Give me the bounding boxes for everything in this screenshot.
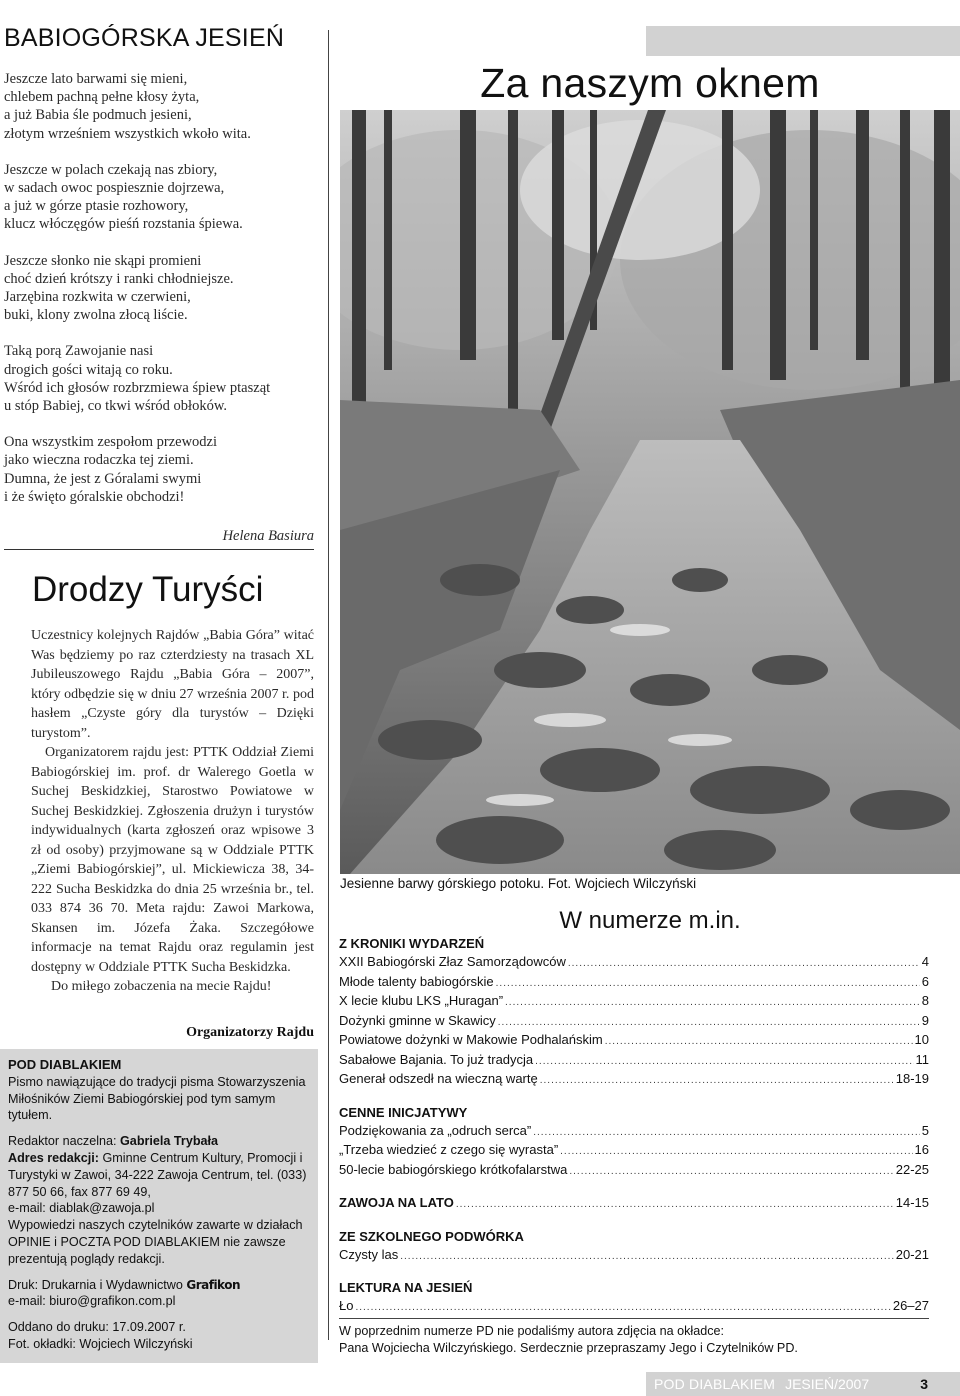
toc-entry[interactable] [339, 1122, 929, 1142]
imprint-editor [8, 1133, 310, 1150]
toc-section-heading: CENNE INICJATYWY [339, 1104, 468, 1120]
poem-author: Helena Basiura [222, 528, 314, 544]
article-body [31, 626, 314, 997]
correction-line: W poprzednim numerze PD nie podaliśmy autora zdjęcia na okładce: [339, 1324, 725, 1338]
poem-line: drogich gości witają co roku. [4, 361, 173, 378]
leader-dots [535, 1053, 913, 1071]
address-text: Gminne Centrum Kultury, Promocji i Turystyki w Zawoi, 34-222 Zawoja Centrum, tel. (033) 877 50 66, fax 877 69 49, [8, 1150, 307, 1199]
divider [339, 1318, 929, 1319]
printer-email: e-mail: biuro@grafikon.com.pl [8, 1294, 176, 1309]
article-title: Drodzy Turyści [32, 570, 264, 609]
poem-line: buki, klony zwolna złocą liście. [4, 307, 188, 324]
toc-entry-title: Generał odszedł na wieczną wartę [339, 1071, 538, 1086]
article-paragraph: Uczestnicy kolejnych Rajdów „Babia Góra” witać Was będziemy po raz czterdziesty na trasach XL Jubileuszowego Rajdu „Babia Góra – 2007”, który odbędzie się w dniu 27 września 2007 r. pod hasłem „Czyste góry dla turystów – Dzięki turystom”. [31, 628, 314, 741]
leader-dots [605, 1033, 913, 1051]
toc-entry-page: 4 [921, 954, 929, 969]
forest-stream-photo [340, 110, 960, 874]
toc-entry-title: Młode talenty babiogórskie [339, 973, 494, 989]
toc-entry[interactable] [339, 1031, 929, 1051]
imprint-printer [8, 1277, 310, 1294]
toc-entry-title: Podziękowania za „odruch serca” [339, 1122, 532, 1138]
poem-stanza [4, 252, 314, 325]
toc-entry[interactable] [339, 1246, 929, 1266]
correction-line: Pana Wojciecha Wilczyńskiego. Serdecznie przepraszamy Jego i Czytelników PD. [339, 1340, 798, 1355]
toc-entry-page: 11 [915, 1051, 929, 1067]
section-title: Za naszym oknem [480, 60, 820, 106]
imprint-heading: POD DIABLAKIEM [8, 1057, 122, 1072]
toc-entry-title: ZAWOJA NA LATO [339, 1195, 454, 1210]
poem-stanza [4, 70, 314, 143]
leader-dots [505, 994, 920, 1012]
poem-line: Ona wszystkim zespołom przewodzi [4, 434, 218, 451]
toc-entry[interactable] [339, 992, 929, 1012]
leader-dots [533, 1124, 920, 1142]
footer-issue: JESIEŃ/2007 [785, 1376, 870, 1392]
cover-photo-credit: Fot. okładki: Wojciech Wilczyński [8, 1336, 193, 1351]
table-of-contents [339, 935, 929, 1331]
leader-dots [400, 1248, 894, 1266]
poem-stanza [4, 342, 314, 415]
toc-entry-page: 5 [921, 1122, 929, 1138]
leader-dots [456, 1196, 894, 1214]
poem-line: klucz włóczęgów pieśń rozstania śpiewa. [4, 216, 243, 233]
poem-line: a już w górze ptasie rozhowory, [4, 198, 189, 215]
editor-name: Gabriela Trybała [120, 1134, 219, 1149]
toc-entry-page: 18-19 [895, 1071, 929, 1086]
toc-entry[interactable] [339, 973, 929, 993]
toc-entry[interactable] [339, 1141, 929, 1161]
toc-entry-page: 26–27 [892, 1298, 929, 1313]
correction-note [339, 1323, 949, 1356]
footer-magazine: POD DIABLAKIEM [654, 1376, 776, 1392]
toc-entry-title: Sabałowe Bajania. To już tradycja [339, 1051, 534, 1067]
imprint-email: e-mail: diablak@zawoja.pl [8, 1201, 155, 1216]
poem-line: Dumna, że jest z Góralami swymi [4, 470, 202, 487]
toc-section [339, 1194, 929, 1214]
article-paragraph: Organizatorem rajdu jest: PTTK Oddział Ziemi Babiogórskiej im. prof. dr Walerego Goetla w Suchej Beskidzkiej, Starostwo Powiatowe w Suchej Beskidzkiej. Zgłoszenia drużyn i turystów indywidualnych (karta zgłoszeń oraz wpisowe 3 zł od osoby) przyjmowane są w Oddziale PTTK „Ziemi Babiogórskiej”, ul. Mickiewicza 38, 34-222 Sucha Beskidzka do dnia 25 września br., tel. 033 874 36 70. Meta rajdu: Zawoi Markowa, Skansen im. Józefa Żaka. Szczegółowe informacje na temat Rajdu oraz regulamin jest dostępny w Oddziale PTTK Sucha Beskidzka. [31, 745, 314, 975]
poem-line: choć dzień krótszy i ranki chłodniejsze. [4, 270, 234, 287]
poem-line: Jarzębina rozkwita w czerwieni, [4, 289, 191, 306]
toc-section [339, 1279, 929, 1317]
imprint-description: Pismo nawiązujące do tradycji pisma Stowarzyszenia Miłośników Ziemi Babiogórskiej pod tym samym tytułem. [8, 1074, 306, 1123]
header-band [646, 26, 960, 56]
leader-dots [355, 1299, 890, 1317]
grafikon-logo: Grafikon [186, 1277, 241, 1292]
poem-line: u stóp Babiej, co tkwi wśród obłoków. [4, 398, 227, 415]
poem-line: Jeszcze słonko nie skąpi promieni [4, 252, 202, 269]
toc-entry-title: XXII Babiogórski Złaz Samorządowców [339, 954, 566, 969]
toc-entry-page: 6 [921, 973, 929, 989]
divider [4, 549, 314, 550]
photo-caption: Jesienne barwy górskiego potoku. Fot. Wojciech Wilczyński [340, 876, 697, 891]
poem-stanza [4, 433, 314, 506]
toc-entry-title: 50-lecie babiogórskiego krótkofalarstwa [339, 1161, 568, 1177]
leader-dots [569, 1163, 893, 1181]
editor-label: Redaktor naczelna: [8, 1134, 117, 1149]
leader-dots [496, 975, 920, 993]
page-footer [646, 1372, 960, 1396]
toc-section-heading: ZE SZKOLNEGO PODWÓRKA [339, 1228, 524, 1244]
poem-line: Jeszcze w polach czekają nas zbiory, [4, 161, 218, 178]
toc-entry-page: 22-25 [895, 1161, 929, 1177]
page-number: 3 [920, 1376, 928, 1392]
poem-line: a już Babia śle podmuch jesieni, [4, 107, 192, 124]
toc-entry-title: X lecie klubu LKS „Huragan” [339, 993, 504, 1008]
poem-line: Jeszcze lato barwami się mieni, [4, 71, 188, 87]
leader-dots [498, 1014, 920, 1032]
poem-title: BABIOGÓRSKA JESIEŃ [4, 24, 285, 52]
toc-entry-title: „Trzeba wiedzieć z czego się wyrasta” [339, 1142, 559, 1157]
poem-line: w sadach owoc pospiesznie dojrzewa, [4, 180, 225, 197]
imprint-box [0, 1049, 318, 1363]
poem-line: złotym wrześniem wszystkich wkoło wita. [4, 125, 251, 142]
poem-line: i że święto góralskie obchodzi! [4, 488, 185, 505]
toc-entry-page: 8 [921, 993, 929, 1008]
column-divider [328, 30, 329, 1340]
leader-dots [560, 1143, 912, 1161]
toc-entry[interactable] [339, 1194, 929, 1214]
poem-line: jako wieczna rodaczka tej ziemi. [4, 452, 194, 469]
leader-dots [568, 955, 920, 973]
toc-section-heading: LEKTURA NA JESIEŃ [339, 1280, 473, 1295]
toc-entry[interactable] [339, 1161, 929, 1181]
toc-entry-page: 20-21 [895, 1246, 929, 1262]
article-paragraph: Do miłego zobaczenia na mecie Rajdu! [51, 979, 272, 994]
toc-entry[interactable] [339, 1070, 929, 1090]
toc-entry[interactable] [339, 1012, 929, 1032]
toc-section [339, 935, 929, 1090]
toc-section-heading: Z KRONIKI WYDARZEŃ [339, 936, 485, 951]
toc-title: W numerze m.in. [559, 907, 741, 934]
poem-line: Wśród ich głosów rozbrzmiewa śpiew ptasząt [4, 379, 271, 396]
toc-entry[interactable] [339, 953, 929, 973]
toc-entry[interactable] [339, 1051, 929, 1071]
toc-entry-page: 9 [921, 1012, 929, 1028]
poem-line: chlebem pachną pełne kłosy żyta, [4, 89, 200, 106]
toc-section [339, 1228, 929, 1266]
imprint-disclaimer: Wypowiedzi naszych czytelników zawarte w działach OPINIE i POCZTA POD DIABLAKIEM nie zawsze prezentują poglądy redakcji. [8, 1218, 303, 1266]
poem-stanza [4, 161, 314, 234]
toc-entry-page: 16 [914, 1142, 929, 1157]
toc-entry-title: Powiatowe dożynki w Makowie Podhalańskim [339, 1032, 603, 1047]
printer-label: Druk: Drukarnia i Wydawnictwo [8, 1277, 183, 1292]
article-signature: Organizatorzy Rajdu [186, 1025, 314, 1040]
toc-entry-title: Czysty las [339, 1246, 399, 1262]
leader-dots [540, 1072, 894, 1090]
poem-line: Taką porą Zawojanie nasi [4, 343, 154, 360]
press-date: Oddano do druku: 17.09.2007 r. [8, 1320, 186, 1335]
address-label: Adres redakcji: [8, 1150, 99, 1165]
toc-entry-title: Ło [339, 1298, 354, 1313]
toc-entry[interactable] [339, 1297, 929, 1317]
poem-body [4, 70, 314, 524]
toc-entry-page: 10 [914, 1032, 929, 1047]
toc-section [339, 1104, 929, 1181]
toc-entry-page: 14-15 [895, 1195, 929, 1210]
toc-entry-title: Dożynki gminne w Skawicy [339, 1012, 496, 1028]
imprint-address [8, 1150, 310, 1200]
